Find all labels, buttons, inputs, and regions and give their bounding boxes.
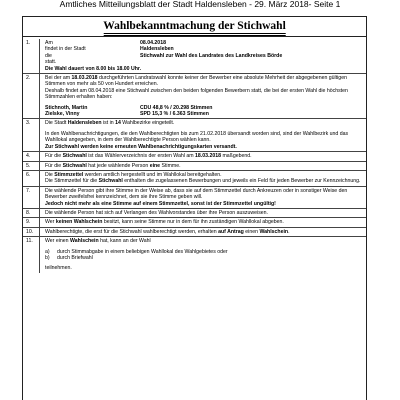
text: Wahlschein (259, 228, 289, 235)
text: Stimme. (160, 162, 181, 169)
section-11 (23, 237, 366, 273)
section-2 (23, 74, 366, 119)
list-text: durch Briefwahl (57, 254, 93, 261)
paragraph (45, 229, 362, 235)
text: werden amtlich hergestellt und im Wahllokal bereitgehalten. (83, 171, 222, 178)
text: Wahlschein (70, 238, 99, 245)
section-number: 8. (26, 209, 31, 216)
section-1 (23, 39, 366, 74)
section-number: 5. (26, 162, 31, 169)
list-marker: b) (45, 254, 50, 261)
paragraph (45, 153, 362, 159)
page-header: Amtliches Mitteilungsblatt der Stadt Haldensleben - 29. März 2018- Seite 1 (59, 0, 341, 9)
text: einen (243, 228, 260, 235)
text: Wer (45, 219, 56, 226)
paragraph: Die wählende Person gibt ihre Stimme in der Weise ab, dass sie auf dem Stimmzettel durch Ankreuzen oder in sonstiger Weise den Bewerber zweifelsfrei kennzeichnet, dem sie ihre Stimme geben will. (45, 187, 348, 201)
candidate-result: SPD 15,3 % / 6.363 Stimmen (140, 111, 209, 118)
section-number: 2. (26, 75, 31, 82)
section-3 (23, 119, 366, 152)
text: . (288, 228, 290, 235)
election-date: 08.04.2018 (140, 40, 166, 46)
city-name: Haldensleben (140, 46, 174, 53)
text: Für die (45, 153, 63, 160)
text: Wahlbezirke eingeteilt. (120, 120, 175, 127)
title-box (23, 17, 366, 37)
section-number: 6. (26, 171, 31, 178)
candidate-name: Zielske, Vinny (45, 111, 80, 118)
text: ist in (101, 120, 116, 127)
label-statt: statt. (45, 59, 57, 66)
text: Stimmzettel (54, 171, 84, 178)
text: Stichwahl (98, 178, 123, 185)
section-number: 4. (26, 153, 31, 160)
paragraph: Die wählende Person hat sich auf Verlangen des Wahlvorstandes über ihre Person auszuweisen. (45, 209, 269, 216)
text: hat jede wählende Person (86, 162, 150, 169)
paragraph (45, 178, 362, 184)
section-7 (23, 187, 366, 209)
district-count: 14 (115, 120, 121, 127)
label-am: Am (45, 40, 53, 46)
text: Wer einen (45, 238, 70, 245)
text: durchgeführten Landratswahl konnte keiner der Bewerber eine absolute Mehrheit der abgegebenen gültigen Stimmen von mehr als 50 von Hundert erreichen. (45, 75, 347, 88)
section-number: 7. (26, 187, 31, 194)
first-election-date: 18.03.2018 (71, 75, 98, 82)
paragraph: Deshalb findet am 08.04.2018 eine Stichwahl zwischen den beiden folgenden Bewerbern statt, die bei der ersten Wahl die höchsten Stimmzahlen erhalten haben: (45, 87, 348, 101)
closing-text: teilnehmen. (45, 265, 72, 272)
list-text: durch Stimmabgabe in einem beliebigen Wahllokal des Wahlgebietes oder (57, 248, 228, 255)
section-6 (23, 171, 366, 187)
section-number: 1. (26, 40, 31, 46)
election-name: Stichwahl zur Wahl des Landrates des Landkreises Börde (140, 52, 283, 59)
section-number: 10. (26, 228, 34, 235)
voting-hours: Die Wahl dauert von 8.00 bis 18.00 Uhr. (45, 65, 142, 72)
section-10 (23, 228, 366, 237)
section-number: 11. (26, 238, 33, 245)
text: besitzt, kann seine Stimme nur in dem für ihn zuständigen Wahllokal abgeben. (102, 219, 284, 226)
text: Die Stadt (45, 120, 68, 127)
candidate-name: Stichnoth, Martin (45, 104, 88, 111)
sections (23, 39, 366, 273)
paragraph: In den Wahlbenachrichtigungen, die den Wahlberechtigten bis zum 21.02.2018 übersandt worden sind, sind der Wahlbezirk und das Wahllokal angegeben, in dem der Wahlberechtigte Person wählen kann. (45, 130, 349, 144)
paragraph (45, 163, 362, 169)
section-number: 9. (26, 219, 31, 226)
candidate-result: CDU 48,8 % / 20.298 Stimmen (140, 104, 213, 111)
list-marker: a) (45, 248, 50, 255)
paragraph: Jedoch nicht mehr als eine Stimme auf einem Stimmzettel, sonst ist der Stimmzettel ungültig! (45, 200, 276, 207)
document-title: Wahlbekanntmachung der Stichwahl (103, 20, 286, 32)
section-5 (23, 162, 366, 171)
paragraph (45, 75, 362, 88)
text: Bei der am (45, 75, 72, 82)
section-8 (23, 209, 366, 218)
text: keinen Wahlschein (55, 219, 103, 226)
candidate-row (45, 111, 362, 117)
city-name: Haldensleben (67, 120, 102, 127)
text: eine (149, 162, 161, 169)
text: ist das Wählerverzeichnis der ersten Wahl am (86, 153, 196, 160)
section-4 (23, 152, 366, 161)
text: Die (45, 171, 55, 178)
paragraph: Zur Stichwahl werden keine erneuten Wahlbenachrichtigungskarten versandt. (45, 143, 237, 150)
text: maßgebend. (221, 153, 252, 160)
text: hat, kann an der Wahl (98, 238, 151, 245)
paragraph (45, 219, 362, 225)
label-die: die (45, 52, 52, 59)
text: Für die (45, 162, 63, 169)
announcement-sheet (22, 16, 367, 400)
text: Stichwahl (62, 153, 87, 160)
text: enthalten die zugelassenen Bewerbungen und jeweils ein Feld für jeden Bewerber zur Kennzeichnung. (122, 178, 361, 185)
text: Die Stimmzettel für die (45, 178, 99, 185)
section-number: 3. (26, 120, 31, 127)
text: Stichwahl (62, 162, 87, 169)
text: 18.03.2018 (195, 153, 221, 160)
text: auf Antrag (218, 228, 244, 235)
text: Wahlberechtigte, die erst für die Stichwahl wahlberechtigt werden, erhalten (45, 228, 219, 235)
label-stadt: findet in der Stadt (45, 46, 86, 53)
section-9 (23, 218, 366, 227)
